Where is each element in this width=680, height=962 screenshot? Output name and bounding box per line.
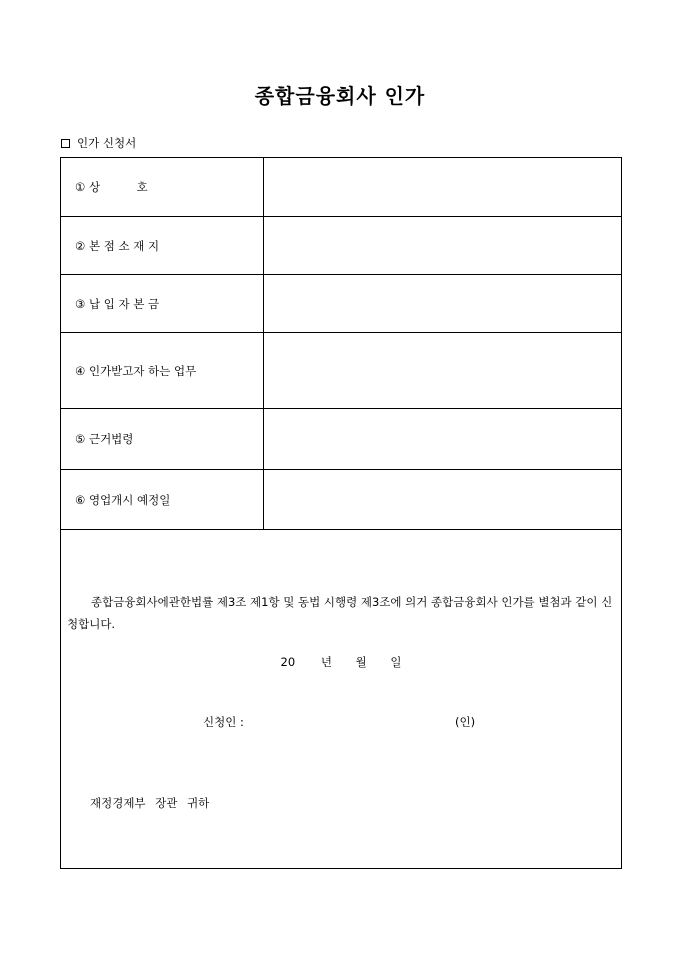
- field-paid-in-capital[interactable]: [264, 275, 622, 333]
- field-start-date[interactable]: [264, 470, 622, 530]
- form-row-declaration: [61, 530, 622, 869]
- application-statement: 종합금융회사에관한법률 제3조 제1항 및 동법 시행령 제3조에 의거 종합금융회사 인가를 별첨과 같이 신청합니다.: [67, 595, 613, 631]
- label-paid-in-capital: ③ 납 입 자 본 금: [61, 275, 264, 333]
- label-company-name: ① 상 호: [61, 158, 264, 217]
- form-row-paid-in-capital: [61, 275, 622, 333]
- seal-label: (인): [455, 715, 476, 729]
- label-head-office: ② 본 점 소 재 지: [61, 217, 264, 275]
- field-legal-basis[interactable]: [264, 409, 622, 470]
- field-head-office[interactable]: [264, 217, 622, 275]
- form-row-legal-basis: [61, 409, 622, 470]
- form-subtitle-text: 인가 신청서: [77, 136, 137, 150]
- label-start-date: ⑥ 영업개시 예정일: [61, 470, 264, 530]
- date-year-prefix: 20: [280, 655, 296, 669]
- form-subtitle: [61, 135, 136, 151]
- checkbox-square-icon: [61, 139, 70, 148]
- form-row-head-office: [61, 217, 622, 275]
- label-legal-basis: ⑤ 근거법령: [61, 409, 264, 470]
- form-row-company-name: [61, 158, 622, 217]
- label-business-scope: ④ 인가받고자 하는 업무: [61, 333, 264, 409]
- declaration-section: [61, 530, 622, 869]
- field-business-scope[interactable]: [264, 333, 622, 409]
- date-year-unit: 년: [320, 655, 332, 669]
- recipient: 재정경제부 장관 귀하: [90, 796, 210, 810]
- applicant-label: 신청인 :: [203, 715, 244, 729]
- date-line: [61, 654, 621, 670]
- date-month-unit: 월: [355, 655, 367, 669]
- field-company-name[interactable]: [264, 158, 622, 217]
- application-form-table: [60, 157, 622, 869]
- form-row-business-scope: [61, 333, 622, 409]
- form-row-start-date: [61, 470, 622, 530]
- date-day-unit: 일: [390, 655, 402, 669]
- document-title: 종합금융회사 인가: [254, 84, 426, 108]
